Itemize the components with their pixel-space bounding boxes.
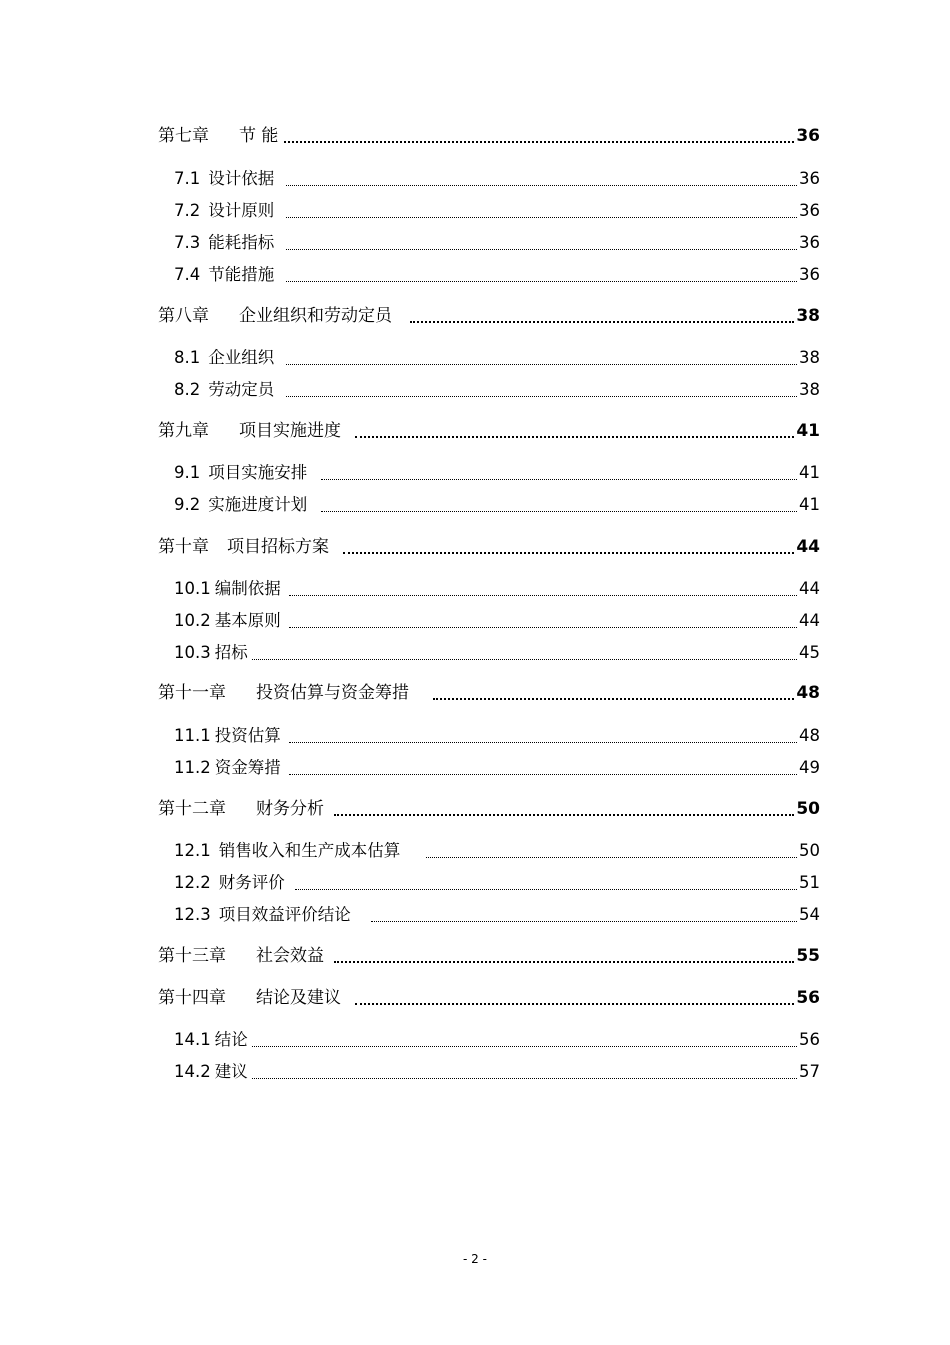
- chapter-number: 第十章: [158, 537, 209, 557]
- toc-section-row[interactable]: [174, 573, 820, 599]
- section-title: 销售收入和生产成本估算: [218, 841, 401, 860]
- chapter-number: 第八章: [158, 306, 209, 326]
- toc-section-row[interactable]: [174, 489, 820, 515]
- chapter-title: 投资估算与资金筹措: [256, 683, 409, 703]
- page-number: 48: [796, 683, 820, 703]
- dot-leader: [284, 129, 794, 143]
- dot-leader: [252, 647, 797, 660]
- dot-leader: [295, 877, 797, 890]
- dot-leader: [355, 991, 794, 1005]
- section-title: 劳动定员: [208, 380, 275, 399]
- toc-section-row[interactable]: [174, 720, 820, 746]
- page-number: 36: [799, 169, 820, 188]
- toc-section-row[interactable]: [174, 259, 820, 285]
- chapter-number: 第十四章: [158, 988, 226, 1008]
- section-number: 7.1: [174, 169, 201, 188]
- chapter-title: 结论及建议: [256, 988, 341, 1008]
- chapter-title: 节 能: [239, 126, 279, 146]
- page-number: 44: [796, 537, 820, 557]
- chapter-title: 项目实施进度: [239, 421, 341, 441]
- page-number: 38: [796, 306, 820, 326]
- chapter-number: 第十一章: [158, 683, 226, 703]
- section-title: 节能措施: [208, 265, 275, 284]
- section-title: 招标: [214, 643, 248, 662]
- toc-chapter-row[interactable]: [158, 793, 820, 819]
- dot-leader: [433, 686, 794, 700]
- page-number: 48: [799, 726, 820, 745]
- section-title: 设计依据: [208, 169, 275, 188]
- toc-chapter-row[interactable]: [158, 300, 820, 326]
- section-title: 财务评价: [218, 873, 285, 892]
- page-number: 54: [799, 905, 820, 924]
- section-number: 7.4: [174, 265, 201, 284]
- toc-section-row[interactable]: [174, 374, 820, 400]
- chapter-title: 社会效益: [256, 946, 324, 966]
- toc-chapter-row[interactable]: [158, 940, 820, 966]
- page-number: 50: [796, 799, 820, 819]
- chapter-number: 第十三章: [158, 946, 226, 966]
- page-number: 44: [799, 579, 820, 598]
- toc-section-row[interactable]: [174, 835, 820, 861]
- section-number: 7.3: [174, 233, 201, 252]
- toc-section-row[interactable]: [174, 637, 820, 663]
- toc-section-row[interactable]: [174, 605, 820, 631]
- dot-leader: [334, 949, 794, 963]
- section-number: 11.2: [174, 758, 211, 777]
- page-number: 41: [799, 495, 820, 514]
- dot-leader: [321, 467, 797, 480]
- section-title: 实施进度计划: [208, 495, 308, 514]
- dot-leader: [286, 384, 797, 397]
- page-number: 36: [799, 233, 820, 252]
- dot-leader: [410, 309, 794, 323]
- section-number: 10.1: [174, 579, 211, 598]
- chapter-number: 第七章: [158, 126, 209, 146]
- chapter-number: 第九章: [158, 421, 209, 441]
- page-number: 36: [796, 126, 820, 146]
- dot-leader: [289, 583, 797, 596]
- section-title: 企业组织: [208, 348, 275, 367]
- section-number: 9.1: [174, 463, 201, 482]
- page-number: 44: [799, 611, 820, 630]
- dot-leader: [334, 802, 794, 816]
- page-number: 55: [796, 946, 820, 966]
- section-number: 7.2: [174, 201, 201, 220]
- section-number: 12.3: [174, 905, 211, 924]
- page-number: 56: [796, 988, 820, 1008]
- page-number: 56: [799, 1030, 820, 1049]
- section-title: 基本原则: [214, 611, 281, 630]
- dot-leader: [286, 352, 797, 365]
- section-title: 投资估算: [214, 726, 281, 745]
- page-number: 36: [799, 201, 820, 220]
- page-number: 50: [799, 841, 820, 860]
- chapter-title: 项目招标方案: [227, 537, 329, 557]
- toc-section-row[interactable]: [174, 1024, 820, 1050]
- section-title: 项目实施安排: [208, 463, 308, 482]
- page-number: 49: [799, 758, 820, 777]
- dot-leader: [286, 205, 797, 218]
- chapter-number: 第十二章: [158, 799, 226, 819]
- dot-leader: [343, 540, 794, 554]
- page-number: 57: [799, 1062, 820, 1081]
- page-number: 41: [799, 463, 820, 482]
- section-title: 资金筹措: [214, 758, 281, 777]
- section-title: 设计原则: [208, 201, 275, 220]
- dot-leader: [286, 173, 797, 186]
- dot-leader: [286, 237, 797, 250]
- dot-leader: [286, 269, 797, 282]
- toc-section-row[interactable]: [174, 227, 820, 253]
- toc-chapter-row[interactable]: [158, 531, 820, 557]
- toc-section-row[interactable]: [174, 1056, 820, 1082]
- toc-chapter-row[interactable]: [158, 120, 820, 146]
- page-number: 45: [799, 643, 820, 662]
- toc-section-row[interactable]: [174, 899, 820, 925]
- toc-chapter-row[interactable]: [158, 415, 820, 441]
- toc-chapter-row[interactable]: [158, 677, 820, 703]
- section-number: 10.2: [174, 611, 211, 630]
- section-title: 项目效益评价结论: [218, 905, 351, 924]
- toc-chapter-row[interactable]: [158, 982, 820, 1008]
- toc-section-row[interactable]: [174, 752, 820, 778]
- chapter-title: 企业组织和劳动定员: [239, 306, 392, 326]
- dot-leader: [426, 845, 797, 858]
- section-number: 9.2: [174, 495, 201, 514]
- toc-section-row[interactable]: [174, 195, 820, 221]
- section-number: 14.2: [174, 1062, 211, 1081]
- page-number: 38: [799, 380, 820, 399]
- section-number: 8.2: [174, 380, 201, 399]
- dot-leader: [289, 615, 797, 628]
- section-title: 编制依据: [214, 579, 281, 598]
- section-number: 12.2: [174, 873, 211, 892]
- dot-leader: [321, 499, 797, 512]
- toc-section-row[interactable]: [174, 867, 820, 893]
- page-number: 41: [796, 421, 820, 441]
- toc-section-row[interactable]: [174, 457, 820, 483]
- dot-leader: [289, 762, 797, 775]
- chapter-title: 财务分析: [256, 799, 324, 819]
- toc-section-row[interactable]: [174, 163, 820, 189]
- dot-leader: [289, 730, 797, 743]
- dot-leader: [371, 909, 797, 922]
- section-title: 结论: [214, 1030, 248, 1049]
- toc-section-row[interactable]: [174, 342, 820, 368]
- section-number: 10.3: [174, 643, 211, 662]
- dot-leader: [355, 424, 794, 438]
- dot-leader: [252, 1034, 797, 1047]
- dot-leader: [252, 1066, 797, 1079]
- page-number: 51: [799, 873, 820, 892]
- section-number: 11.1: [174, 726, 211, 745]
- section-title: 建议: [214, 1062, 248, 1081]
- section-title: 能耗指标: [208, 233, 275, 252]
- page-footer-number: - 2 -: [463, 1252, 487, 1266]
- page-number: 36: [799, 265, 820, 284]
- section-number: 8.1: [174, 348, 201, 367]
- page-number: 38: [799, 348, 820, 367]
- section-number: 14.1: [174, 1030, 211, 1049]
- section-number: 12.1: [174, 841, 211, 860]
